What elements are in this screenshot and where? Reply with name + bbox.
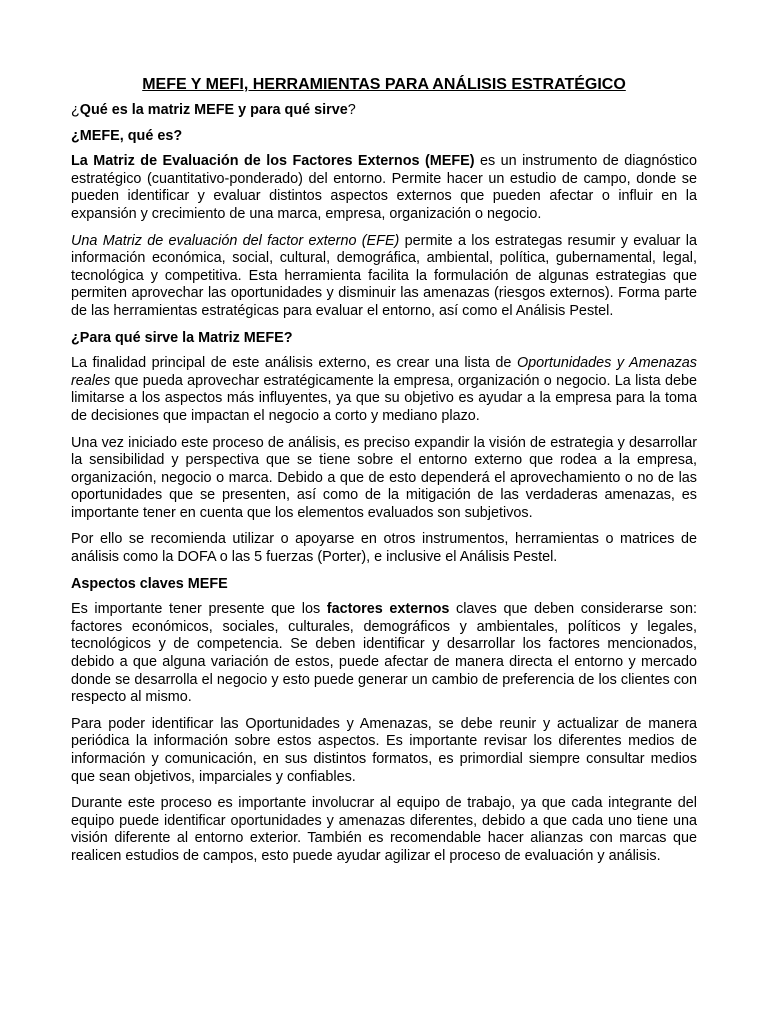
section-heading-para-que: ¿Para qué sirve la Matriz MEFE? xyxy=(71,329,293,346)
document-title: MEFE Y MEFI, HERRAMIENTAS PARA ANÁLISIS ESTRATÉGICO xyxy=(142,76,626,93)
paragraph-recomendacion: Por ello se recomienda utilizar o apoyarse en otros instrumentos, herramientas o matrices de análisis como la DOFA o las 5 fuerzas (Porter), e inclusive el Análisis Pestel. xyxy=(71,531,697,566)
paragraph-efe-italic: Una Matriz de evaluación del factor externo (EFE) xyxy=(71,232,400,249)
paragraph-oportunidades: Para poder identificar las Oportunidades y Amenazas, se debe reunir y actualizar de manera periódica la información sobre estos aspectos. Es importante revisar los diferentes medios de información y comunicación, en sus distintos formatos, es primordial siempre consultar medios que sean objetivos, imparciales y confiables. xyxy=(71,715,697,785)
paragraph-proceso: Una vez iniciado este proceso de análisis, es preciso expandir la visión de estrategia y desarrollar la sensibilidad y perspectiva que se tiene sobre el entorno externo que rodea a la empresa, organización, negocio o marca. Debido a que de esto dependerá el aprovechamiento o no de las oportunidades que se presenten, así como de la mitigación de las verdaderas amenazas, es importante tener en cuenta que los elementos evaluados son subjetivos. xyxy=(71,434,697,521)
paragraph-finalidad-start: La finalidad principal de este análisis externo, es crear una lista de xyxy=(71,355,517,372)
question-heading xyxy=(71,102,697,120)
paragraph-definition-text: es un instrumento de diagnóstico estratégico (cuantitativo-ponderado) del entorno. Permite hacer un estudio de campo, donde se pueden identificar y evaluar distintos aspectos externos que pueden afectar o influir en la expansión y crecimiento de una marca, empresa, organización o negocio. xyxy=(71,153,697,222)
paragraph-equipo: Durante este proceso es importante involucrar al equipo de trabajo, ya que cada integrante del equipo puede identificar oportunidades y amenazas diferentes, debido a que cada uno tiene una visión diferente al entorno exterior. También es recomendable hacer alianzas con marcas que realicen estudios de campos, esto puede ayudar agilizar el proceso de evaluación y análisis. xyxy=(71,795,697,864)
section-heading-mefe-que-es: ¿MEFE, qué es? xyxy=(71,127,183,144)
paragraph-factores-text: claves que deben considerarse son: factores económicos, sociales, culturales, demográficos y ambientales, políticos y legales, tecnológicos y de competencia. Se deben identificar y desarrollar los factores mencionados, debido a que alguna variación de estos, puede afectar de manera directa el entorno y mercado donde se desarrolla el negocio y esto puede generar un cambio de preferencia de los clientes con respecto al mismo. xyxy=(71,601,697,706)
paragraph-factores xyxy=(71,601,697,707)
paragraph-finalidad-italic: Oportunidades y Amenazas reales xyxy=(71,355,697,389)
question-close-mark: ? xyxy=(347,102,356,118)
document-page xyxy=(71,70,697,875)
question-text: Qué es la matriz MEFE y para qué sirve xyxy=(79,102,348,118)
paragraph-factores-start: Es importante tener presente que los xyxy=(71,601,327,618)
paragraph-efe-text: permite a los estrategas resumir y evaluar la información económica, social, cultural, demográfica, ambiental, política, gubernamental, legal, tecnológica y competitiva. Esta herramienta facilita la formulación de algunas estrategias que permiten aprovechar las oportunidades y disminuir las amenazas (riesgos externos). Forma parte de las herramientas estratégicas para evaluar el entorno, así como el Análisis Pestel. xyxy=(71,232,697,319)
paragraph-definition-bold: La Matriz de Evaluación de los Factores Externos (MEFE) xyxy=(71,153,475,170)
question-open-mark: ¿ xyxy=(71,102,80,118)
section-heading-aspectos: Aspectos claves MEFE xyxy=(71,575,228,592)
paragraph-finalidad-text: que pueda aprovechar estratégicamente la empresa, organización o negocio. La lista debe limitarse a los aspectos más influyentes, ya que su objetivo es ayudar a la empresa para la toma de decisiones que impactan el negocio a corto y mediano plazo. xyxy=(71,372,697,424)
paragraph-efe xyxy=(71,233,697,321)
paragraph-finalidad xyxy=(71,355,697,425)
paragraph-factores-bold: factores externos xyxy=(326,601,450,618)
paragraph-definition xyxy=(71,153,697,223)
